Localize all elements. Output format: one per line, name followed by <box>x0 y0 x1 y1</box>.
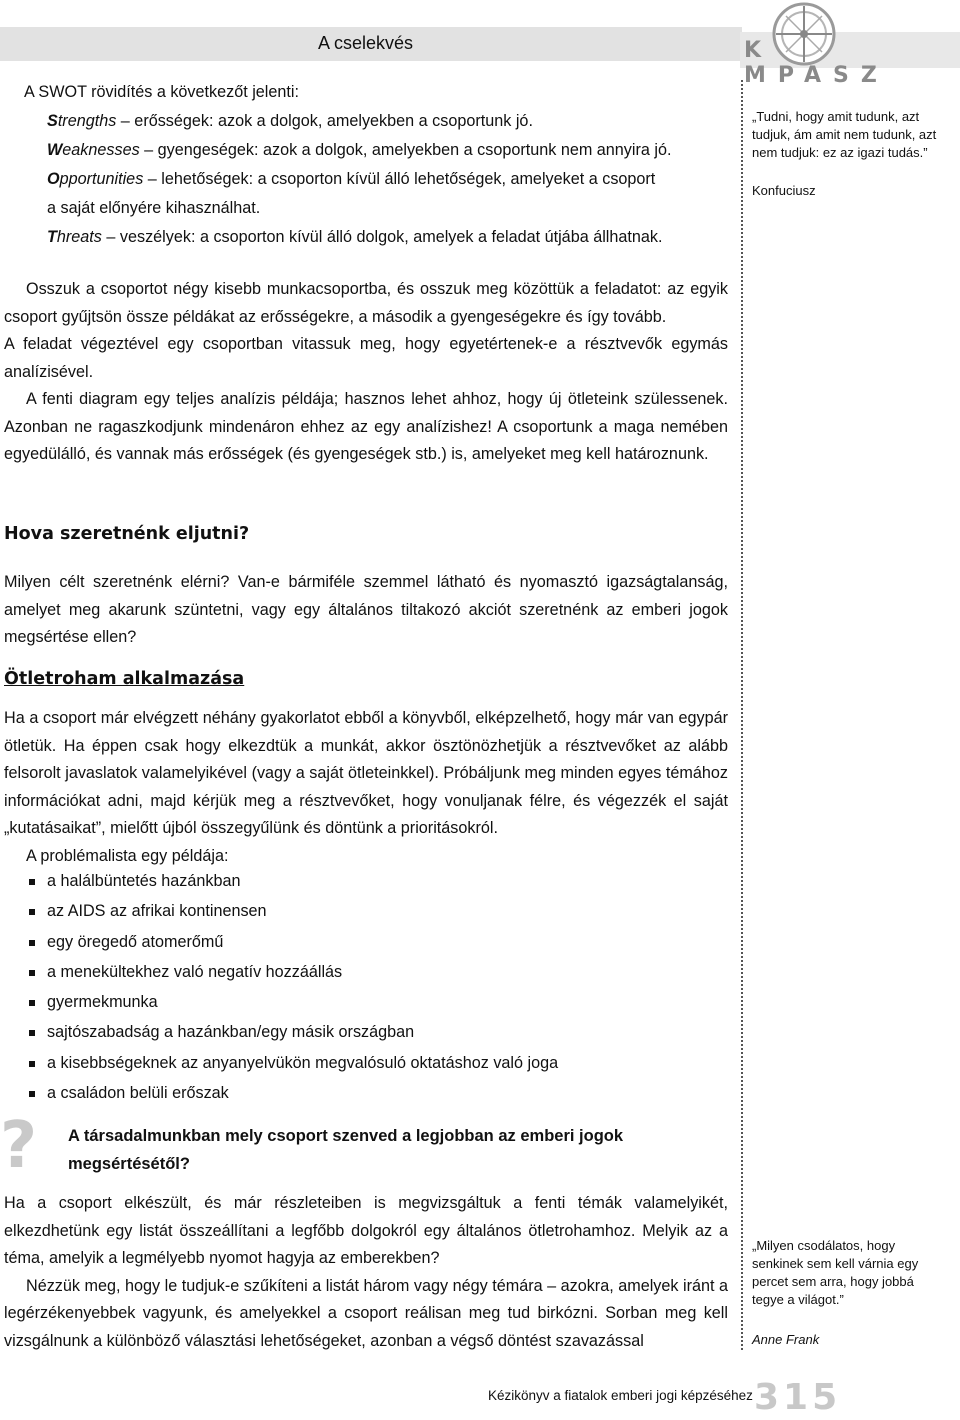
list-item-text: az AIDS az afrikai kontinensen <box>47 902 267 921</box>
bullet-icon <box>29 940 35 946</box>
closing-paragraphs <box>4 1190 728 1355</box>
paragraph: Ha a csoport elkészült, és már részleteiben is megvizsgáltuk a fenti témák valamelyikét, elkezdhetünk egy listát összeállítani a legfőbb dolgokról egy általános ötletrohamhoz. Melyik az a téma, amelyik a legmélyebb nyomot hagyja az emberekben? <box>4 1194 728 1267</box>
list-item-text: sajtószabadság a hazánkban/egy másik országban <box>47 1023 415 1042</box>
bullet-icon <box>29 1030 35 1036</box>
bullet-icon <box>29 909 35 915</box>
list-item-text: a kisebbségeknek az anyanyelvükön megvalósuló oktatáshoz való joga <box>47 1053 559 1072</box>
page-header-title: A cselekvés <box>318 33 414 53</box>
paragraph: A fenti diagram egy teljes analízis példája; hasznos lehet ahhoz, hogy új ötleteink szülessenek. Azonban ne ragaszkodjunk mindenáron ehhez az egy analízishez! A csoportunk a maga nemében egyedülálló, és vannak más erősségek (és gyengeségek stb.) is, amelyeket meg kell határoznunk. <box>4 390 728 463</box>
section-text <box>4 705 728 870</box>
list-item <box>4 927 704 957</box>
swot-term: eaknesses <box>62 141 140 159</box>
list-item-text: egy öregedő atomerőmű <box>47 932 224 951</box>
section-heading: Ötletroham alkalmazása <box>4 669 245 689</box>
swot-initial: S <box>47 112 58 130</box>
logo-letter-k: K <box>744 38 774 63</box>
bullet-icon <box>29 970 35 976</box>
list-item-text: gyermekmunka <box>47 993 158 1012</box>
paragraph: Milyen célt szeretnénk elérni? Van-e bármiféle szemmel látható és nyomasztó igazságtalanság, amelyet meg akarunk szüntetni, vagy egy általános tiltakozó akciót szeretnénk az emberi jogok megsértése ellen? <box>4 573 728 646</box>
swot-initial: O <box>47 170 60 188</box>
swot-initial: W <box>47 141 63 159</box>
paragraph: Nézzük meg, hogy le tudjuk-e szűkíteni a listát három vagy négy témára – azokra, amelyek iránt a legérzékenyebbek vagyunk, és amelyekkel a csoport reálisan meg tud birkózni. Sorban meg kell vizsgálnunk a különböző választási lehetőségeket, azonban a végső döntést szavazással <box>4 1276 728 1350</box>
paragraph: Ha a csoport már elvégzett néhány gyakorlatot ebből a könyvből, elképzelhető, hogy már van egypár ötletük. Ha éppen csak hogy elkezdtük a munkát, akkor ösztönözhetjük a résztvevőket az alább felsorolt javaslatok valamelyikével (vagy a saját ötleteinkkel). Próbáljunk meg minden egyes témához információkat adni, majd kérjük meg a résztvevőket, hogy vonuljanak félre, és végezzék el saját „kutatásaikat”, mielőtt újból összegyűlünk és döntünk a prioritásokról. <box>4 709 728 837</box>
swot-strengths <box>24 107 724 136</box>
sidebar-quote-author: Konfuciusz <box>752 183 816 198</box>
list-item <box>4 896 704 926</box>
bullet-icon <box>29 1061 35 1067</box>
list-item <box>4 1078 704 1108</box>
swot-desc: – veszélyek: a csoporton kívül álló dolgok, amelyek a feladat útjába állhatnak. <box>101 228 663 246</box>
list-item-text: a menekültekhez való negatív hozzáállás <box>47 962 343 981</box>
list-item-text: a halálbüntetés hazánkban <box>47 872 241 890</box>
question-text: A társadalmunkban mely csoport szenved a legjobban az emberi jogok megsértésétől? <box>68 1127 624 1173</box>
section-heading: Hova szeretnénk eljutni? <box>4 524 250 544</box>
list-item <box>4 866 704 896</box>
bullet-icon <box>29 1091 35 1097</box>
footer-book-title: Kézikönyv a fiatalok emberi jogi képzéséhez <box>488 1388 753 1403</box>
paragraph: A feladat végeztével egy csoportban vitassuk meg, hogy egyetértenek-e a résztvevők egymás analízisével. <box>4 335 728 381</box>
body-paragraphs <box>4 276 728 469</box>
kompasz-logo <box>740 0 960 88</box>
question-mark-icon: ? <box>0 1109 38 1183</box>
swot-desc: – gyengeségek: azok a dolgok, amelyekben a csoportunk nem annyira jó. <box>139 141 672 159</box>
swot-term: trengths <box>57 112 117 130</box>
paragraph: Osszuk a csoportot négy kisebb munkacsoportba, és osszuk meg közöttük a feladatot: az egyik csoport gyűjtsön össze példákat az erősségekre, a második a gyengeségekre és így tovább. <box>4 280 728 326</box>
swot-block <box>24 78 724 252</box>
list-intro: A problémalista egy példája: <box>26 846 229 865</box>
page-number: 315 <box>754 1377 842 1418</box>
sidebar-quote-author: Anne Frank <box>752 1332 820 1347</box>
section-text <box>4 569 728 652</box>
swot-term: pportunities <box>59 170 144 188</box>
logo-wordmark <box>744 38 960 88</box>
bullet-icon <box>29 879 35 885</box>
list-item <box>4 957 704 987</box>
swot-term: hreats <box>56 228 102 246</box>
swot-desc: – erősségek: azok a dolgok, amelyekben a csoportunk jó. <box>116 112 533 130</box>
sidebar-quote: „Tudni, hogy amit tudunk, azt tudjuk, ám amit nem tudunk, azt nem tudjuk: ez az igazi tudás.” <box>752 109 937 160</box>
swot-opportunities <box>24 165 724 194</box>
bullet-icon <box>29 1000 35 1006</box>
swot-threats <box>24 223 724 252</box>
swot-initial: T <box>47 228 57 246</box>
logo-letters-mpasz: MPASZ <box>744 63 889 88</box>
swot-intro: A SWOT rövidítés a következőt jelenti: <box>24 83 300 101</box>
swot-desc: – lehetőségek: a csoporton kívül álló lehetőségek, amelyeket a csoport <box>143 170 656 188</box>
sidebar-divider <box>741 80 743 1350</box>
sidebar-quote-block <box>752 1237 937 1349</box>
problem-list <box>4 866 704 1108</box>
swot-opportunities-cont: a saját előnyére kihasználhat. <box>47 199 261 217</box>
swot-weaknesses <box>24 136 724 165</box>
sidebar-quote: „Milyen csodálatos, hogy senkinek sem kell várnia egy percet sem arra, hogy jobbá tegye a világot.” <box>752 1238 919 1307</box>
sidebar-quote-block <box>752 108 957 200</box>
list-item <box>4 1017 704 1047</box>
list-item <box>4 1048 704 1078</box>
list-item <box>4 987 704 1017</box>
list-item-text: a családon belüli erőszak <box>47 1084 229 1103</box>
